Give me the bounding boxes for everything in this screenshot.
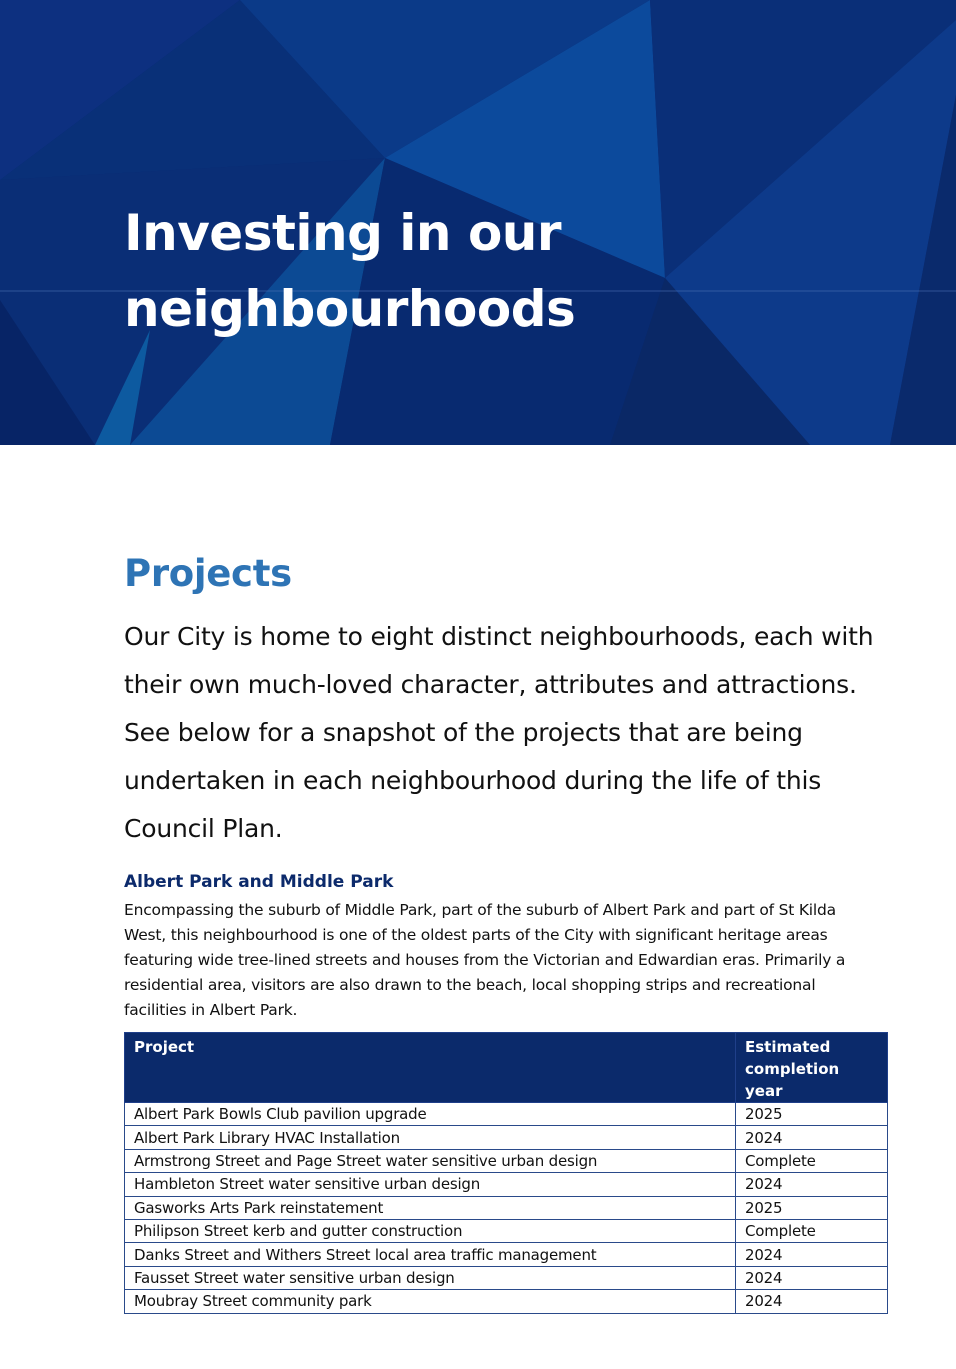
project-name-cell: Gasworks Arts Park reinstatement <box>125 1196 736 1219</box>
completion-year-cell: 2024 <box>736 1173 888 1196</box>
completion-year-cell: 2024 <box>736 1290 888 1313</box>
project-name-cell: Moubray Street community park <box>125 1290 736 1313</box>
completion-year-cell: Complete <box>736 1219 888 1242</box>
column-header-project: Project <box>125 1033 736 1103</box>
hero-banner <box>0 0 956 445</box>
table-row <box>125 1219 888 1242</box>
banner-title-line-1: Investing in our <box>124 204 562 262</box>
projects-table <box>124 1032 888 1314</box>
table-header-row <box>125 1033 888 1103</box>
neighbourhood-heading: Albert Park and Middle Park <box>124 872 394 892</box>
project-name-cell: Albert Park Bowls Club pavilion upgrade <box>125 1103 736 1126</box>
completion-year-cell: 2024 <box>736 1243 888 1266</box>
project-name-cell: Hambleton Street water sensitive urban design <box>125 1173 736 1196</box>
project-name-cell: Danks Street and Withers Street local area traffic management <box>125 1243 736 1266</box>
completion-year-cell: 2024 <box>736 1126 888 1149</box>
table-row <box>125 1126 888 1149</box>
table-row <box>125 1290 888 1313</box>
projects-heading: Projects <box>124 552 292 595</box>
column-header-completion-year: Estimated completion year <box>736 1033 888 1103</box>
neighbourhood-description: Encompassing the suburb of Middle Park, part of the suburb of Albert Park and part of St Kilda West, this neighbourhood is one of the oldest parts of the City with significant heritage areas featuring wide tree-lined streets and houses from the Victorian and Edwardian eras. Primarily a residential area, visitors are also drawn to the beach, local shopping strips and recreational facilities in Albert Park. <box>124 901 846 1019</box>
completion-year-cell: 2025 <box>736 1196 888 1219</box>
table-row <box>125 1149 888 1172</box>
completion-year-cell: 2025 <box>736 1103 888 1126</box>
table-row <box>125 1103 888 1126</box>
project-name-cell: Fausset Street water sensitive urban design <box>125 1266 736 1289</box>
table-row <box>125 1173 888 1196</box>
banner-title <box>124 195 575 347</box>
completion-year-cell: 2024 <box>736 1266 888 1289</box>
project-name-cell: Armstrong Street and Page Street water sensitive urban design <box>125 1149 736 1172</box>
projects-intro: Our City is home to eight distinct neighbourhoods, each with their own much-loved character, attributes and attractions. See below for a snapshot of the projects that are being undertaken in each neighbourhood during the life of this Council Plan. <box>124 622 874 843</box>
project-name-cell: Philipson Street kerb and gutter construction <box>125 1219 736 1242</box>
completion-year-cell: Complete <box>736 1149 888 1172</box>
table-row <box>125 1266 888 1289</box>
banner-title-line-2: neighbourhoods <box>124 280 576 338</box>
table-row <box>125 1196 888 1219</box>
table-row <box>125 1243 888 1266</box>
project-name-cell: Albert Park Library HVAC Installation <box>125 1126 736 1149</box>
